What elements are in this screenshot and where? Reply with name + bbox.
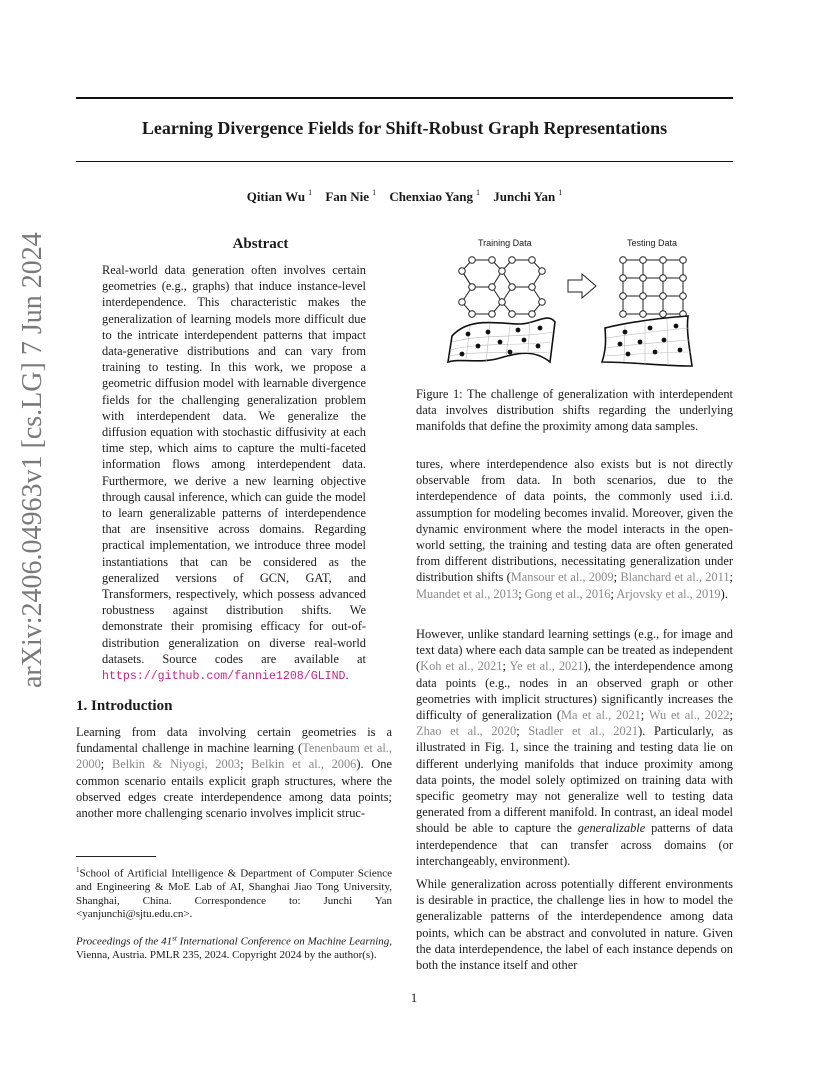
citation-link[interactable]: Gong et al., 2016 bbox=[524, 586, 611, 601]
citation-link[interactable]: Muandet et al., 2013 bbox=[416, 586, 519, 601]
figure-1-caption: Figure 1: The challenge of generalization with interdependent data involves distribution shifts regarding the underlying manifolds that define the proximity among data samples. bbox=[416, 387, 733, 434]
footnote-rule bbox=[76, 856, 156, 857]
author: Fan Nie $^1$ bbox=[325, 188, 377, 204]
abstract-text: Real-world data generation often involves certain geometries (e.g., graphs) that induce instance-level interdependence. This characteristic makes the generalization of learning models more difficult due to the intricate interdependent patterns that impact data-generative distributions and can vary from training to testing. In this work, we propose a geometric diffusion model with learnable divergence fields for the challenging generalization problem with interdependent data. We generalize the diffusion equation with stochastic diffusivity at each time step, which aims to capture the multi-faceted information flows among interdependent data. Furthermore, we derive a new learning objective through causal inference, which can guide the model to learn generalizable patterns of interdependence that are insensitive across domains. Regarding practical implementation, we introduce three model instantiations that can be considered as the generalized versions of GCN, GAT, and Transformers, respectively, which possess advanced robustness against distribution shifts. We demonstrate their promising efficacy for out-of-distribution generalization on diverse real-world datasets. Source codes are available at https://github.com/fannie1208/GLIND. bbox=[102, 263, 366, 684]
right-paragraph-2: However, unlike standard learning settings (e.g., for image and text data) where each data sample can be treated as independent (Koh et al., 2021; Ye et al., 2021), the interdependence among data points (e.g., nodes in an observed graph or other geometries with implicit structures) significantly increases the difficulty of generalization (Ma et al., 2021; Wu et al., 2022; Zhao et al., 2020; Stadler et al., 2021). Particularly, as illustrated in Fig. 1, since the training and testing data lie on different underlying manifolds that induce proximity among data points, the model solely optimized on training data with specific geometry may not generalize well to testing data generated from a different manifold. In contrast, an ideal model should be able to capture the generalizable patterns of data interdependence that can transfer across domains (or interchangeably, environment). bbox=[416, 627, 733, 868]
testing-graph bbox=[620, 257, 687, 318]
citation-link[interactable]: Koh et al., 2021 bbox=[420, 659, 503, 674]
arxiv-stamp: arXiv:2406.04963v1 [cs.LG] 7 Jun 2024 bbox=[17, 232, 48, 688]
right-paragraph-1: tures, where interdependence also exists but is not directly observable from data. In both scenarios, due to the interdependence of data points, the commonly used i.i.d. assumption for modeling becomes invalid. Moreover, given the dynamic environment where the model interacts in the open-world setting, the training and testing data are often generated from different distributions, necessitating generalization under distribution shifts (Mansour et al., 2009; Blanchard et al., 2011; Muandet et al., 2013; Gong et al., 2016; Arjovsky et al., 2019). bbox=[416, 457, 733, 601]
citation-link[interactable]: Arjovsky et al., 2019 bbox=[616, 586, 721, 601]
page-number: 1 bbox=[410, 990, 418, 1005]
citation-link[interactable]: Zhao et al., 2020 bbox=[416, 724, 517, 739]
citation-link[interactable]: Mansour et al., 2009 bbox=[510, 570, 614, 585]
citation-link[interactable]: Blanchard et al., 2011 bbox=[620, 570, 730, 585]
author: Qitian Wu $^1$ bbox=[246, 188, 313, 204]
footnote-affiliation: $^1$School of Artificial Intelligence & Department of Computer Science and Engineering & MoE Lab of AI, Shanghai Jiao Tong University, Shanghai, China. Correspondence to: Junchi Yan <yanjunchi@sjtu.edu.cn>. bbox=[76, 866, 392, 921]
abstract-heading: Abstract bbox=[232, 236, 289, 252]
section-heading-introduction: 1. Introduction bbox=[76, 698, 173, 714]
figure-1-illustration bbox=[440, 250, 720, 375]
citation-link[interactable]: Belkin et al., 2006 bbox=[251, 757, 357, 772]
training-graph bbox=[459, 257, 546, 318]
title-rule-bottom bbox=[76, 161, 733, 162]
citation-link[interactable]: Stadler et al., 2021 bbox=[528, 724, 639, 739]
right-paragraph-3: While generalization across potentially different environments is desirable in practice, the challenge lies in how to model the generalizable patterns of the interdependence among data points, which can be abstract and convoluted in nature. Given the data interdependence, the label of each instance depends on both the instance itself and other bbox=[416, 877, 733, 973]
intro-paragraph: Learning from data involving certain geometries is a fundamental challenge in machine learning (Tenenbaum et al., 2000; Belkin & Niyogi, 2003; Belkin et al., 2006). One common scenario entails explicit graph structures, where the observed edges create interdependence among data points; another more challenging scenario involves implicit struc- bbox=[76, 725, 393, 821]
code-link[interactable]: https://github.com/fannie1208/GLIND bbox=[102, 670, 346, 684]
title-rule-top bbox=[76, 97, 733, 99]
figure-label-testing: Testing Data bbox=[627, 238, 678, 248]
author: Junchi Yan $^1$ bbox=[493, 188, 563, 204]
footnote-proceedings: Proceedings of the 41st International Conference on Machine Learning, Vienna, Austria. PMLR 235, 2024. Copyright 2024 by the author(s). bbox=[76, 934, 392, 962]
citation-link[interactable]: Ma et al., 2021 bbox=[560, 708, 641, 723]
citation-link[interactable]: Ye et al., 2021 bbox=[509, 659, 584, 674]
shift-arrow-icon bbox=[568, 274, 596, 298]
citation-link[interactable]: Wu et al., 2022 bbox=[648, 708, 730, 723]
author-list bbox=[76, 188, 733, 205]
training-manifold bbox=[448, 318, 555, 362]
figure-label-training: Training Data bbox=[478, 238, 532, 248]
citation-link[interactable]: Tenenbaum et al., 2000 bbox=[76, 741, 393, 772]
testing-manifold bbox=[602, 316, 692, 366]
citation-link[interactable]: Belkin & Niyogi, 2003 bbox=[111, 757, 241, 772]
paper-title: Learning Divergence Fields for Shift-Robust Graph Representations bbox=[141, 118, 668, 138]
author: Chenxiao Yang $^1$ bbox=[389, 188, 480, 204]
